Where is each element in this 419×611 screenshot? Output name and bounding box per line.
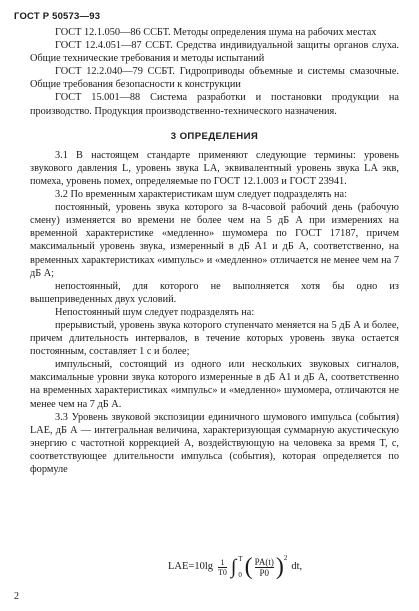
integral-limits [238, 551, 242, 583]
definitions-body [30, 149, 399, 476]
reference-item: ГОСТ 15.001—88 Система разработки и постановки продукции на производство. Продукция производственно-технического назначения. [30, 92, 399, 117]
reference-item: ГОСТ 12.2.040—79 ССБТ. Гидроприводы объемные и системы смазочные. Общие требования безопасности к конструкции [30, 66, 399, 91]
definition-constant-noise: постоянный, уровень звука которого за 8-часовой рабочий день (рабочую смену) изменяется во времени не более чем на 5 дБ А при измерениях на временной характеристике «медленно» шумомера по ГОСТ 17187, причем максимальный уровень звука, измеренный в дБ А1 и дБ А, соответственно, на временных характеристиках «импульс» и «медленно» отличается не менее чем на 7 дБ А; [30, 202, 399, 279]
formula-fraction [218, 558, 227, 577]
paragraph-3-1: 3.1 В настоящем стандарте применяют следующие термины: уровень звукового давления L, уровень звука LA, эквивалентный уровень звука LA экв, помеха, уровень помех, определяемые по ГОСТ 12.1.003 и ГОСТ 23941. [30, 149, 399, 187]
formula-fraction-numerator: 1 [220, 557, 225, 567]
integral-sign-icon: ∫ [230, 556, 237, 578]
integral-lower-limit: 0 [238, 571, 242, 579]
page-header: ГОСТ Р 50573—93 [14, 11, 101, 22]
paragraph-3-2: 3.2 По временным характеристикам шум следует подразделять на: [55, 189, 347, 201]
right-paren-icon: ) [275, 554, 284, 580]
left-paren-icon: ( [244, 554, 253, 580]
page-content [30, 26, 399, 476]
formula-ratio-numerator: PA(t) [254, 556, 274, 567]
definition-impulse-noise: импульсный, состоящий из одного или нескольких звуковых сигналов, максимальные уровни звука которого измеренные в дБ А1 и дБ А, соответственно на временных характеристиках «импульс» и «медленно» шумомера, отличаются не менее чем на 7 дБ А. [30, 359, 399, 410]
reference-item: ГОСТ 12.1.050—86 ССБТ. Методы определения шума на рабочих местах [55, 27, 377, 38]
section-title: 3 ОПРЕДЕЛЕНИЯ [170, 130, 259, 142]
reference-item: ГОСТ 12.4.051—87 ССБТ. Средства индивидуальной защиты органов слуха. Общие технические требования и методы испытаний [30, 40, 399, 65]
paragraph-3-3: 3.3 Уровень звуковой экспозиции единичного шумового импульса (события) LAE, дБ А — интегральная величина, характеризующая суммарную акустическую энергию с частотной коррекцией А, воздействующую на человека за время T, с, соответствующее длительности импульса (события), которая определяется по формуле [30, 411, 399, 475]
formula-ratio [255, 557, 274, 578]
definition-intermittent-noise: прерывистый, уровень звука которого ступенчато меняется на 5 дБ А и более, причем длительность интервалов, в течение которых уровень звука остается постоянным, составляет 1 с и более; [30, 319, 399, 358]
integral-upper-limit: T [238, 555, 243, 563]
formula-ratio-denominator: P0 [259, 567, 269, 578]
definition-nonconstant-noise: непостоянный, для которого не выполняется хотя бы одно из вышеприведенных двух условий. [30, 280, 399, 305]
nonconstant-subdivision: Непостоянный шум следует подразделять на: [55, 306, 255, 318]
formula-fraction-denominator: T0 [218, 567, 227, 577]
reference-list [30, 26, 399, 118]
page-number: 2 [14, 591, 19, 602]
exposure-level-formula [168, 551, 302, 583]
formula-exponent: 2 [283, 554, 288, 563]
formula-lhs: LAE=10lg [168, 561, 213, 573]
formula-tail: dt, [291, 561, 303, 573]
